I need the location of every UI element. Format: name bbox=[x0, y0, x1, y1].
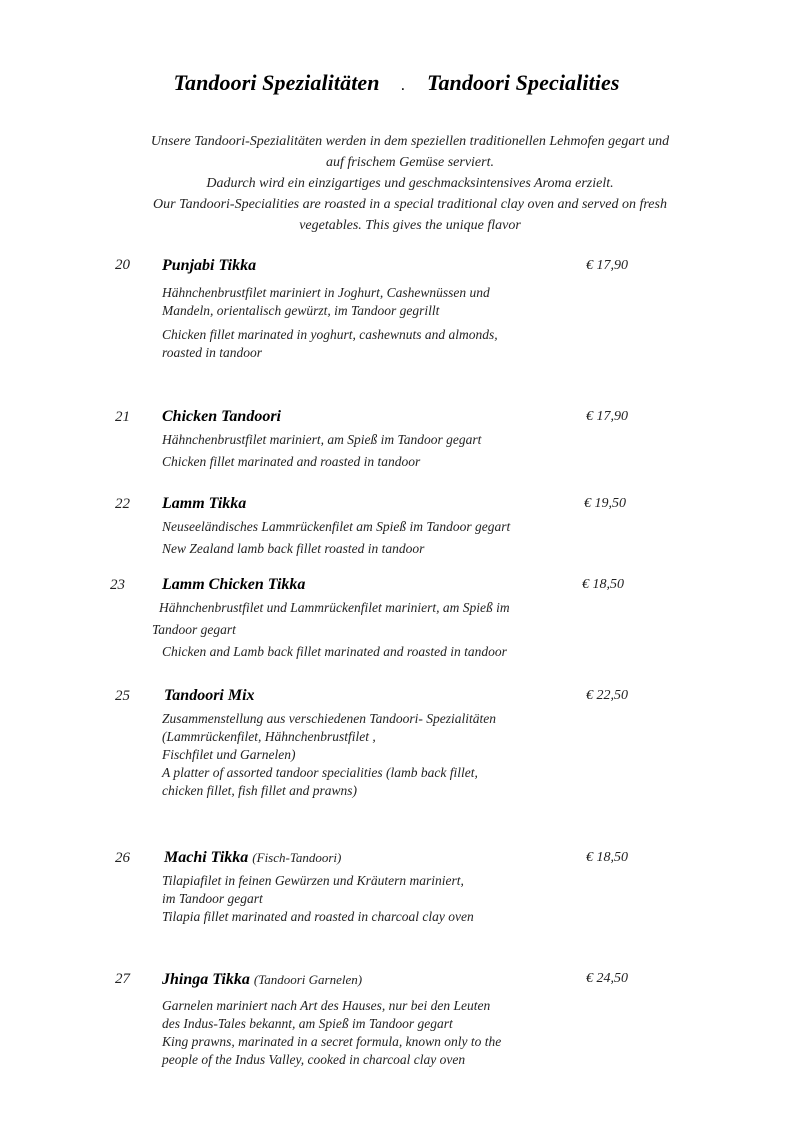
intro-line: Unsere Tandoori-Spezialitäten werden in dem speziellen traditionellen Lehmofen gegart und bbox=[150, 134, 670, 149]
description-line: Chicken fillet marinated in yoghurt, cashewnuts and almonds, bbox=[162, 327, 498, 342]
item-name: Tandoori Mix bbox=[164, 687, 255, 704]
item-name-text: Machi Tikka bbox=[164, 849, 249, 866]
page-title bbox=[0, 70, 793, 96]
item-number: 22 bbox=[115, 496, 130, 512]
description-line: A platter of assorted tandoor specialities (lamb back fillet, bbox=[162, 765, 478, 780]
item-name: Lamm Tikka bbox=[162, 495, 247, 512]
description-line: im Tandoor gegart bbox=[162, 891, 263, 906]
description-line: roasted in tandoor bbox=[162, 345, 263, 360]
item-price: € 17,90 bbox=[586, 409, 628, 424]
item-price: € 22,50 bbox=[586, 688, 628, 703]
item-price: € 24,50 bbox=[586, 971, 628, 986]
intro-line: auf frischem Gemüse serviert. bbox=[326, 155, 494, 170]
description-line: des Indus-Tales bekannt, am Spieß im Tandoor gegart bbox=[162, 1016, 453, 1031]
item-number: 20 bbox=[115, 257, 130, 273]
item-price: € 18,50 bbox=[582, 577, 624, 592]
intro-text bbox=[130, 131, 690, 236]
description-line: Chicken fillet marinated and roasted in tandoor bbox=[162, 454, 421, 469]
title-english: Tandoori Specialities bbox=[426, 70, 620, 95]
description-line: Zusammenstellung aus verschiedenen Tandoori- Spezialitäten bbox=[162, 711, 496, 726]
item-name bbox=[162, 971, 362, 989]
item-subtitle: (Fisch-Tandoori) bbox=[252, 850, 342, 865]
description-line: Hähnchenbrustfilet mariniert in Joghurt, Cashewnüssen und bbox=[162, 285, 490, 300]
item-name: Punjabi Tikka bbox=[162, 257, 257, 274]
item-price: € 19,50 bbox=[584, 496, 626, 511]
item-number: 25 bbox=[115, 688, 130, 704]
item-subtitle: (Tandoori Garnelen) bbox=[253, 972, 363, 987]
intro-line: Our Tandoori-Specialities are roasted in a special traditional clay oven and served on fresh bbox=[153, 197, 667, 212]
item-number: 23 bbox=[110, 577, 125, 593]
item-number: 27 bbox=[115, 971, 130, 987]
description-line: Mandeln, orientalisch gewürzt, im Tandoor gegrillt bbox=[162, 303, 440, 318]
intro-line: vegetables. This gives the unique flavor bbox=[299, 218, 521, 233]
description-line: Hähnchenbrustfilet mariniert, am Spieß im Tandoor gegart bbox=[162, 432, 482, 447]
description-line: Hähnchenbrustfilet und Lammrückenfilet mariniert, am Spieß im bbox=[159, 600, 510, 615]
item-number: 21 bbox=[115, 409, 130, 425]
description-line: Fischfilet und Garnelen) bbox=[162, 747, 296, 762]
description-line: chicken fillet, fish fillet and prawns) bbox=[162, 783, 357, 798]
item-description bbox=[162, 997, 501, 1069]
item-name: Lamm Chicken Tikka bbox=[162, 576, 306, 593]
title-separator: . bbox=[401, 77, 406, 94]
item-name bbox=[164, 849, 341, 867]
description-line: Tilapiafilet in feinen Gewürzen und Kräutern mariniert, bbox=[162, 873, 464, 888]
description-line: Neuseeländisches Lammrückenfilet am Spieß im Tandoor gegart bbox=[162, 519, 511, 534]
item-price: € 17,90 bbox=[586, 258, 628, 273]
item-description bbox=[162, 284, 498, 362]
intro-line: Dadurch wird ein einzigartiges und geschmacksintensives Aroma erzielt. bbox=[206, 176, 614, 191]
description-line: New Zealand lamb back fillet roasted in tandoor bbox=[162, 541, 425, 556]
title-german: Tandoori Spezialitäten bbox=[173, 70, 380, 95]
item-description bbox=[162, 872, 474, 926]
description-line: (Lammrückenfilet, Hähnchenbrustfilet , bbox=[162, 729, 376, 744]
description-line: Chicken and Lamb back fillet marinated and roasted in tandoor bbox=[162, 644, 507, 659]
item-description bbox=[162, 518, 510, 558]
description-line: King prawns, marinated in a secret formula, known only to the bbox=[162, 1034, 502, 1049]
item-number: 26 bbox=[115, 850, 130, 866]
description-line: Tilapia fillet marinated and roasted in charcoal clay oven bbox=[162, 909, 474, 924]
item-description bbox=[162, 431, 481, 471]
item-name: Chicken Tandoori bbox=[162, 408, 281, 425]
description-line: Tandoor gegart bbox=[152, 622, 236, 637]
item-price: € 18,50 bbox=[586, 850, 628, 865]
description-line: people of the Indus Valley, cooked in charcoal clay oven bbox=[162, 1052, 466, 1067]
item-name-text: Jhinga Tikka bbox=[162, 971, 250, 988]
item-description bbox=[162, 710, 496, 800]
item-description bbox=[152, 599, 510, 661]
description-line: Garnelen mariniert nach Art des Hauses, nur bei den Leuten bbox=[162, 998, 491, 1013]
